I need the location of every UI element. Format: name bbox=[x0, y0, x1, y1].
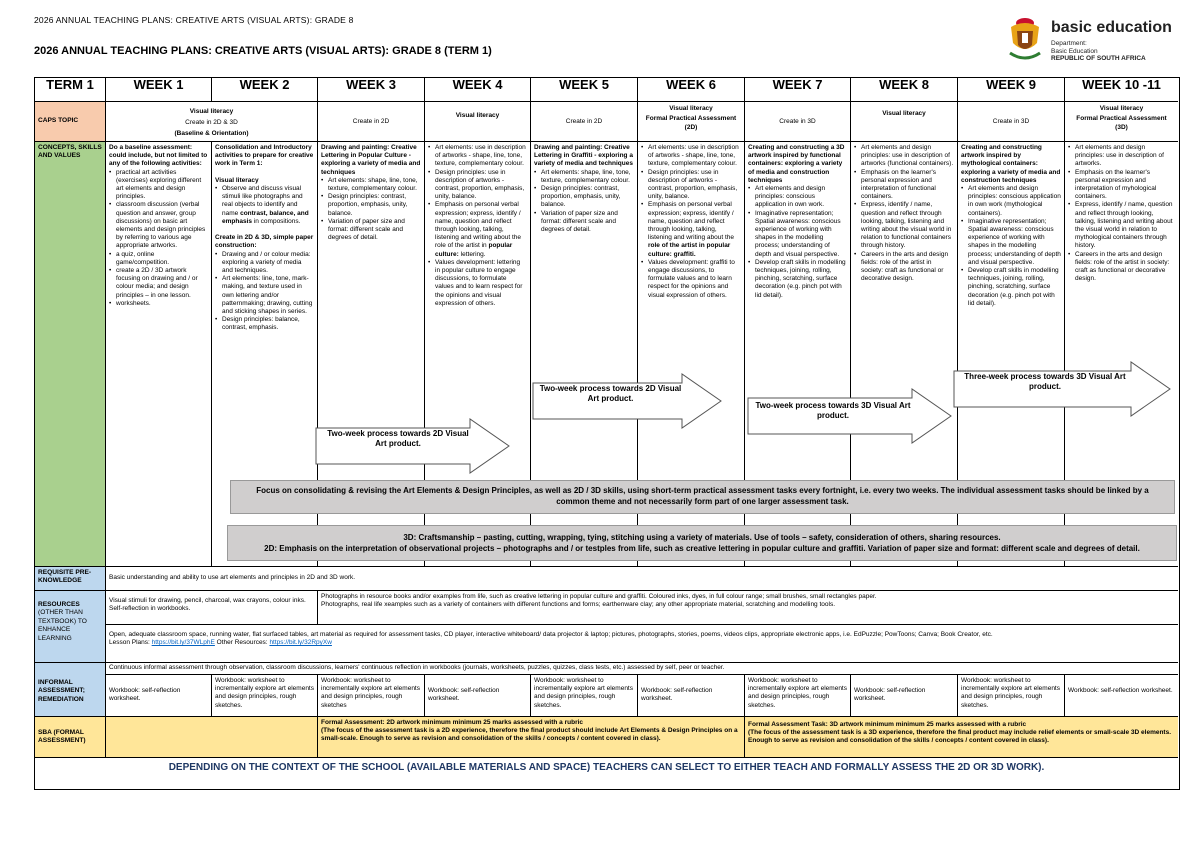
running-header: 2026 ANNUAL TEACHING PLANS: CREATIVE ARTS (VISUAL ARTS): GRADE 8 bbox=[34, 15, 354, 25]
week-7-header: WEEK 7 bbox=[745, 78, 851, 102]
resources-w12: Visual stimuli for drawing, pencil, charcoal, wax crayons, colour inks. Self-reflection in workbooks. bbox=[106, 591, 318, 625]
informal-w10: Workbook: self-reflection worksheet. bbox=[1065, 675, 1178, 717]
plan-table bbox=[34, 77, 1180, 790]
concepts-w9: Creating and constructing artwork inspired by mythological containers: exploring a variety of media and construction techniques • Art elements and design principles: conscious application in own work (mythological containers). • Imaginative representation; Spatial awareness: conscious experience of working with shapes in the modelling process; understanding of depth and visual perspective. • Develop craft skills in modelling techniques, joining, rolling, pinching, scratching, surface decoration (e.g. pinch pot with lid detail). bbox=[958, 142, 1065, 567]
caps-w8: Visual literacy bbox=[851, 102, 958, 142]
dbe-logo bbox=[1005, 15, 1185, 67]
other-resources-link[interactable]: https://bit.ly/32RpyXw bbox=[269, 639, 332, 647]
informal-w4: Workbook: self-reflection worksheet. bbox=[425, 675, 531, 717]
informal-w6: Workbook: self-reflection worksheet. bbox=[638, 675, 745, 717]
resources-w3-11: Photographs in resource books and/or examples from life, such as creative lettering in popular culture and graffiti. Coloured inks, dyes, in full colour range; small brushes, small rectangles paper. Photographs, real life xeamples such as a variety of containers with different functions and forms; earthenware clay; any other appropriate material, scratching and modelling tools. bbox=[318, 591, 1178, 625]
week-5-header: WEEK 5 bbox=[531, 78, 638, 102]
concepts-label: CONCEPTS, SKILLS AND VALUES bbox=[35, 142, 106, 567]
concepts-w7: Creating and constructing a 3D artwork inspired by functional containers: exploring a variety of media and construction techniques • Art elements and design principles: conscious application in own work. • Imaginative representation; Spatial awareness: conscious experience of working with shapes in the modelling process; understanding of depth and visual perspective. • Develop craft skills in modelling techniques, joining, rolling, pinching, scratching, surface decoration (e.g. pinch pot with lid detail). bbox=[745, 142, 851, 567]
concepts-w8: • Art elements and design principles: use in description of artworks (functional containers). • Emphasis on the learner's personal expression and interpretation of functional containers. • Express, identify / name, question and reflect through looking, talking, listening and writing about the visual world in relation to functional containers through history. • Careers in the arts and design fields: role of the artist in society: craft as functional or decorative design. bbox=[851, 142, 958, 567]
sba-w12 bbox=[106, 717, 318, 758]
resources-general: Open, adequate classroom space, running water, flat surfaced tables, art material as required for assessment tasks, CD player, interactive whiteboard/ data projector & laptop; pictures, photographs, stories, poems, videos clips, appropriate electronic apps, i.e. EdPuzzle; PowToons; Canva; Book Creator, etc. Lesson Plans: https://bit.ly/37WLphE Other Resources: https://bit.ly/32RpyXw bbox=[106, 625, 1178, 663]
caps-w9: Create in 3D bbox=[958, 102, 1065, 142]
week-1-header: WEEK 1 bbox=[106, 78, 212, 102]
resources-label: RESOURCES (OTHER THAN TEXTBOOK) TO ENHANCE LEARNING bbox=[35, 591, 106, 663]
concepts-w4: • Art elements: use in description of artworks - shape, line, tone, texture, complementary colour. • Design principles: use in description of artworks - contrast, proportion, emphasis, unity, balance. • Emphasis on personal verbal expression; express, identify / name, question and reflect through looking, talking, listening and writing about the role of the artist in popular culture: lettering. • Values development: lettering in popular culture to engage discussions, to formulate values and to learn respect for the opinions and visual expression of others. bbox=[425, 142, 531, 567]
informal-w1: Workbook: self-reflection worksheet. bbox=[106, 675, 212, 717]
informal-w3: Workbook: worksheet to incrementally explore art elements and design principles, rough sketches bbox=[318, 675, 425, 717]
requisite-text: Basic understanding and ability to use art elements and principles in 2D and 3D work. bbox=[106, 567, 1178, 591]
arrow-3d-weeks-7-8: Two-week process towards 3D Visual Art product. bbox=[747, 388, 952, 444]
caps-w7: Create in 3D bbox=[745, 102, 851, 142]
week-2-header: WEEK 2 bbox=[212, 78, 318, 102]
focus-band: Focus on consolidating & revising the Art Elements & Design Principles, as well as 2D / 3D skills, using short-term practical assessment tasks every fortnight, i.e. every two weeks. The individual assessment tasks should be linked by a common theme and not necessarily form part of one larger assessment task. bbox=[230, 480, 1175, 514]
skills-band: 3D: Craftsmanship – pasting, cutting, wrapping, tying, stitching using a variety of materials. Use of tools – safety, consideration of others, sharing resources. 2D: Emphasis on the interpretation of observational projects – photographs and / or testples from life, such as creative lettering in popular culture and graffiti. Variation of paper size and format: different scale and degrees of detail. bbox=[227, 525, 1177, 561]
coat-of-arms-icon bbox=[1005, 15, 1045, 65]
concepts-w5: Drawing and painting: Creative Lettering in Graffiti - exploring a variety of media and techniques • Art elements: shape, line, tone, texture, complementary colour. • Design principles: contrast, proportion, emphasis, unity, balance. • Variation of paper size and format: different scale and degrees of detail. bbox=[531, 142, 638, 567]
informal-w2: Workbook: worksheet to incrementally explore art elements and design principles, rough sketches. bbox=[212, 675, 318, 717]
week-4-header: WEEK 4 bbox=[425, 78, 531, 102]
arrow-2d-weeks-3-4: Two-week process towards 2D Visual Art product. bbox=[315, 418, 510, 474]
concepts-w6: • Art elements: use in description of artworks - shape, line, tone, texture, complementary colour. • Design principles: use in description of artworks - contrast, proportion, emphasis, unity, balance. • Emphasis on personal verbal expression; express, identify / name, question and reflect through looking, talking, listening and writing about the role of the artist in popular culture: graffiti. • Values development: graffiti to engage discussions, to formulate values and to learn respect for the opinions and visual expression of others. bbox=[638, 142, 745, 567]
arrow-2d-weeks-5-6: Two-week process towards 2D Visual Art product. bbox=[532, 373, 722, 429]
arrow-3d-weeks-9-11: Three-week process towards 3D Visual Art product. bbox=[953, 361, 1171, 417]
sba-label: SBA (FORMAL ASSESSMENT) bbox=[35, 717, 106, 758]
logo-wordmark: basic education bbox=[1051, 19, 1172, 36]
week-6-header: WEEK 6 bbox=[638, 78, 745, 102]
caps-w4: Visual literacy bbox=[425, 102, 531, 142]
caps-topic-label: CAPS TOPIC bbox=[35, 102, 106, 142]
informal-w7: Workbook: worksheet to incrementally explore art elements and design principles, rough sketches. bbox=[745, 675, 851, 717]
lesson-plans-link[interactable]: https://bit.ly/37WLphE bbox=[151, 639, 215, 647]
sba-3d: Formal Assessment Task: 3D artwork minimum minimum 25 marks assessed with a rubric (The focus of the assessment task is a 3D experience, therefore the final product may include relief elements or small-scale 3D elements. Enough to serve as revision and consolidation of the skills / concepts / content covered in class). bbox=[745, 717, 1178, 758]
term-header: TERM 1 bbox=[35, 78, 106, 102]
requisite-label: REQUISITE PRE-KNOWLEDGE bbox=[35, 567, 106, 591]
caps-w5: Create in 2D bbox=[531, 102, 638, 142]
page-title: 2026 ANNUAL TEACHING PLANS: CREATIVE ARTS (VISUAL ARTS): GRADE 8 (TERM 1) bbox=[34, 45, 492, 57]
week-3-header: WEEK 3 bbox=[318, 78, 425, 102]
informal-top: Continuous informal assessment through observation, classroom discussions, learners' continuous reflection in workbooks (journals, worksheets, puzzles, quizzes, class tests, etc.) assessed by self, peer or teacher. bbox=[106, 663, 1178, 675]
logo-dept: Department: Basic Education REPUBLIC OF SOUTH AFRICA bbox=[1051, 40, 1146, 62]
week-10-header: WEEK 10 -11 bbox=[1065, 78, 1178, 102]
informal-w5: Workbook: worksheet to incrementally explore art elements and design principles, rough sketches. bbox=[531, 675, 638, 717]
footer-note: DEPENDING ON THE CONTEXT OF THE SCHOOL (AVAILABLE MATERIALS AND SPACE) TEACHERS CAN SELECT TO EITHER TEACH AND FORMALLY ASSESS THE 2D OR 3D WORK). bbox=[168, 762, 1045, 773]
concepts-w3: Drawing and painting: Creative Lettering in Popular Culture - exploring a variety of media and techniques • Art elements: shape, line, tone, texture, complementary colour. • Design principles: contrast, proportion, emphasis, unity, balance. • Variation of paper size and format: different scale and degrees of detail. bbox=[318, 142, 425, 567]
concepts-w2: Consolidation and Introductory activities to prepare for creative work in Term 1: Visual literacy • Observe and discuss visual stimuli like photographs and real objects to identify and name contrast, balance, and emphasis in compositions. Create in 2D & 3D, simple paper construction: • Drawing and / or colour media: exploring a variety of media and techniques. • Art elements: line, tone, mark-making, and texture used in own lettering and/or patternmaking; drawing, cutting and sticking shapes in series. • Design principles: balance, contrast, emphasis. bbox=[212, 142, 318, 567]
caps-w10: Visual literacy Formal Practical Assessment (3D) bbox=[1065, 102, 1178, 142]
caps-w3: Create in 2D bbox=[318, 102, 425, 142]
concepts-w1: Do a baseline assessment: could include, but not limited to any of the following activities: • practical art activities (exercises) exploring different art elements and design principles. • classroom discussion (verbal question and answer, group discussions) on basic art elements and design principles by referring to various age appropriate artworks. • a quiz, online game/competition. • create a 2D / 3D artwork focusing on drawing and / or colour media; and design principles – in one lesson. • worksheets. bbox=[106, 142, 212, 567]
caps-w6: Visual literacy Formal Practical Assessment (2D) bbox=[638, 102, 745, 142]
concepts-w10: • Art elements and design principles: use in description of artworks. • Emphasis on the learner's personal expression and interpretation of myhological containers. • Express, identify / name, question and reflect through looking, talking, listening and writing about the visual world in relation to mythological containers through history. • Careers in the arts and design fields: role of the artist in society: craft as functional or decorative design. bbox=[1065, 142, 1178, 567]
caps-w12: Visual literacy Create in 2D & 3D (Baseline & Orientation) bbox=[106, 102, 318, 142]
informal-w8: Workbook: self-reflection worksheet. bbox=[851, 675, 958, 717]
week-8-header: WEEK 8 bbox=[851, 78, 958, 102]
informal-label: INFORMAL ASSESSMENT; REMEDIATION bbox=[35, 663, 106, 717]
sba-2d: Formal Assessment: 2D artwork minimum minimum 25 marks assessed with a rubric (The focus of the assessment task is a 2D experience, therefore the final product should include Art Elements & Design Principles on a small-scale. Enough to serve as revision and consolidation of the skills / concepts / content covered in class). bbox=[318, 717, 745, 758]
week-9-header: WEEK 9 bbox=[958, 78, 1065, 102]
informal-w9: Workbook: worksheet to incrementally explore art elements and design principles, rough sketches. bbox=[958, 675, 1065, 717]
